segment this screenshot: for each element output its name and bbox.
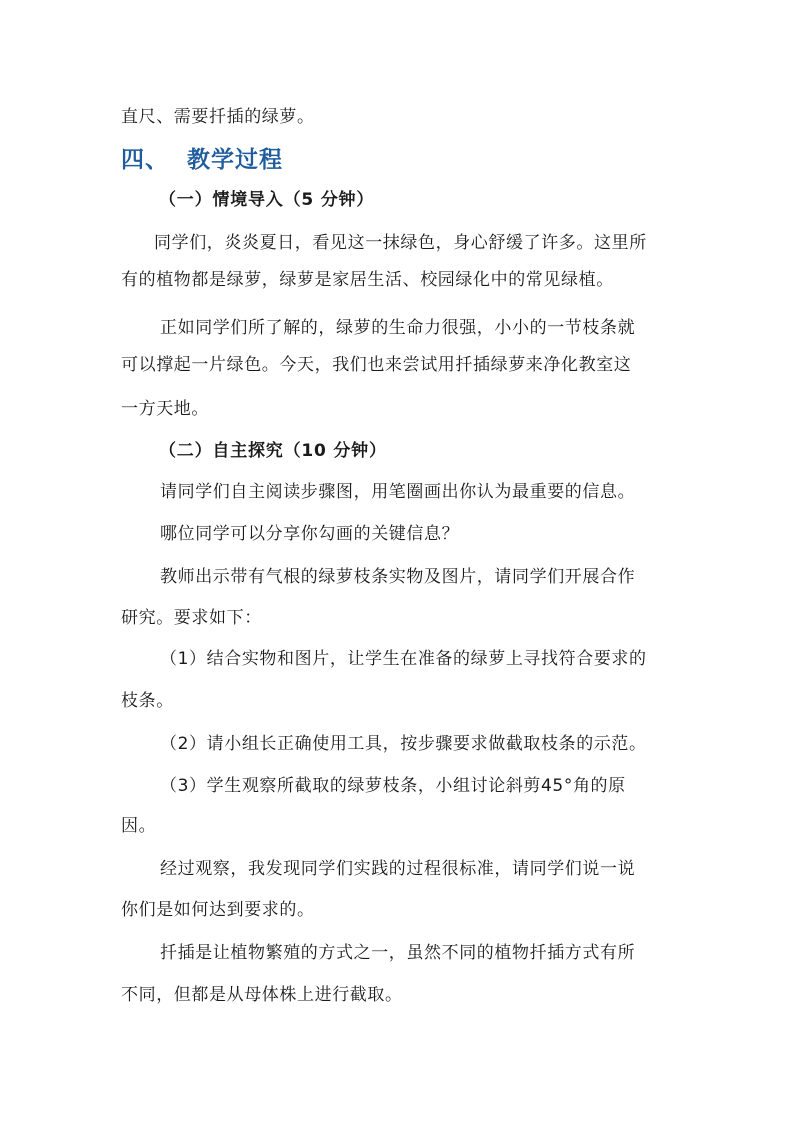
paragraph-line: 扦插是让植物繁殖的方式之一，虽然不同的植物扦插方式有所 <box>160 943 636 963</box>
paragraph-line: 可以撑起一片绿色。今天，我们也来尝试用扦插绿萝来净化教室这 <box>121 355 632 375</box>
requirement-item-1: （1）结合实物和图片，让学生在准备的绿萝上寻找符合要求的 <box>160 649 647 669</box>
requirement-item-3-cont: 因。 <box>121 816 157 836</box>
requirement-item-1-cont: 枝条。 <box>121 691 174 711</box>
section-heading <box>121 145 283 175</box>
paragraph-line: 你们是如何达到要求的。 <box>121 900 315 920</box>
paragraph-line: 哪位同学可以分享你勾画的关键信息？ <box>160 524 460 544</box>
requirement-item-3: （3）学生观察所截取的绿萝枝条，小组讨论斜剪45°角的原 <box>160 776 626 796</box>
requirement-item-2: （2）请小组长正确使用工具，按步骤要求做截取枝条的示范。 <box>160 734 647 754</box>
section-title: 教学过程 <box>187 147 283 173</box>
paragraph-line: 研究。要求如下： <box>121 608 262 628</box>
section-number: 四、 <box>121 147 169 173</box>
subsection-heading-2: （二）自主探究（10 分钟） <box>159 441 387 461</box>
materials-line: 直尺、需要扦插的绿萝。 <box>121 107 315 127</box>
paragraph-line: 不同，但都是从母体株上进行截取。 <box>121 985 403 1005</box>
paragraph-line: 一方天地。 <box>121 399 209 419</box>
subsection-heading-1: （一）情境导入（5 分钟） <box>159 190 375 210</box>
paragraph-line: 有的植物都是绿萝，绿萝是家居生活、校园绿化中的常见绿植。 <box>121 270 614 290</box>
paragraph-line: 教师出示带有气根的绿萝枝条实物及图片，请同学们开展合作 <box>160 567 636 587</box>
paragraph-line: 正如同学们所了解的，绿萝的生命力很强，小小的一节枝条就 <box>160 318 636 338</box>
paragraph-line: 同学们，炎炎夏日，看见这一抹绿色，身心舒缓了许多。这里所 <box>154 233 647 253</box>
paragraph-line: 请同学们自主阅读步骤图，用笔圈画出你认为最重要的信息。 <box>160 482 636 502</box>
paragraph-line: 经过观察，我发现同学们实践的过程很标准，请同学们说一说 <box>160 859 636 879</box>
